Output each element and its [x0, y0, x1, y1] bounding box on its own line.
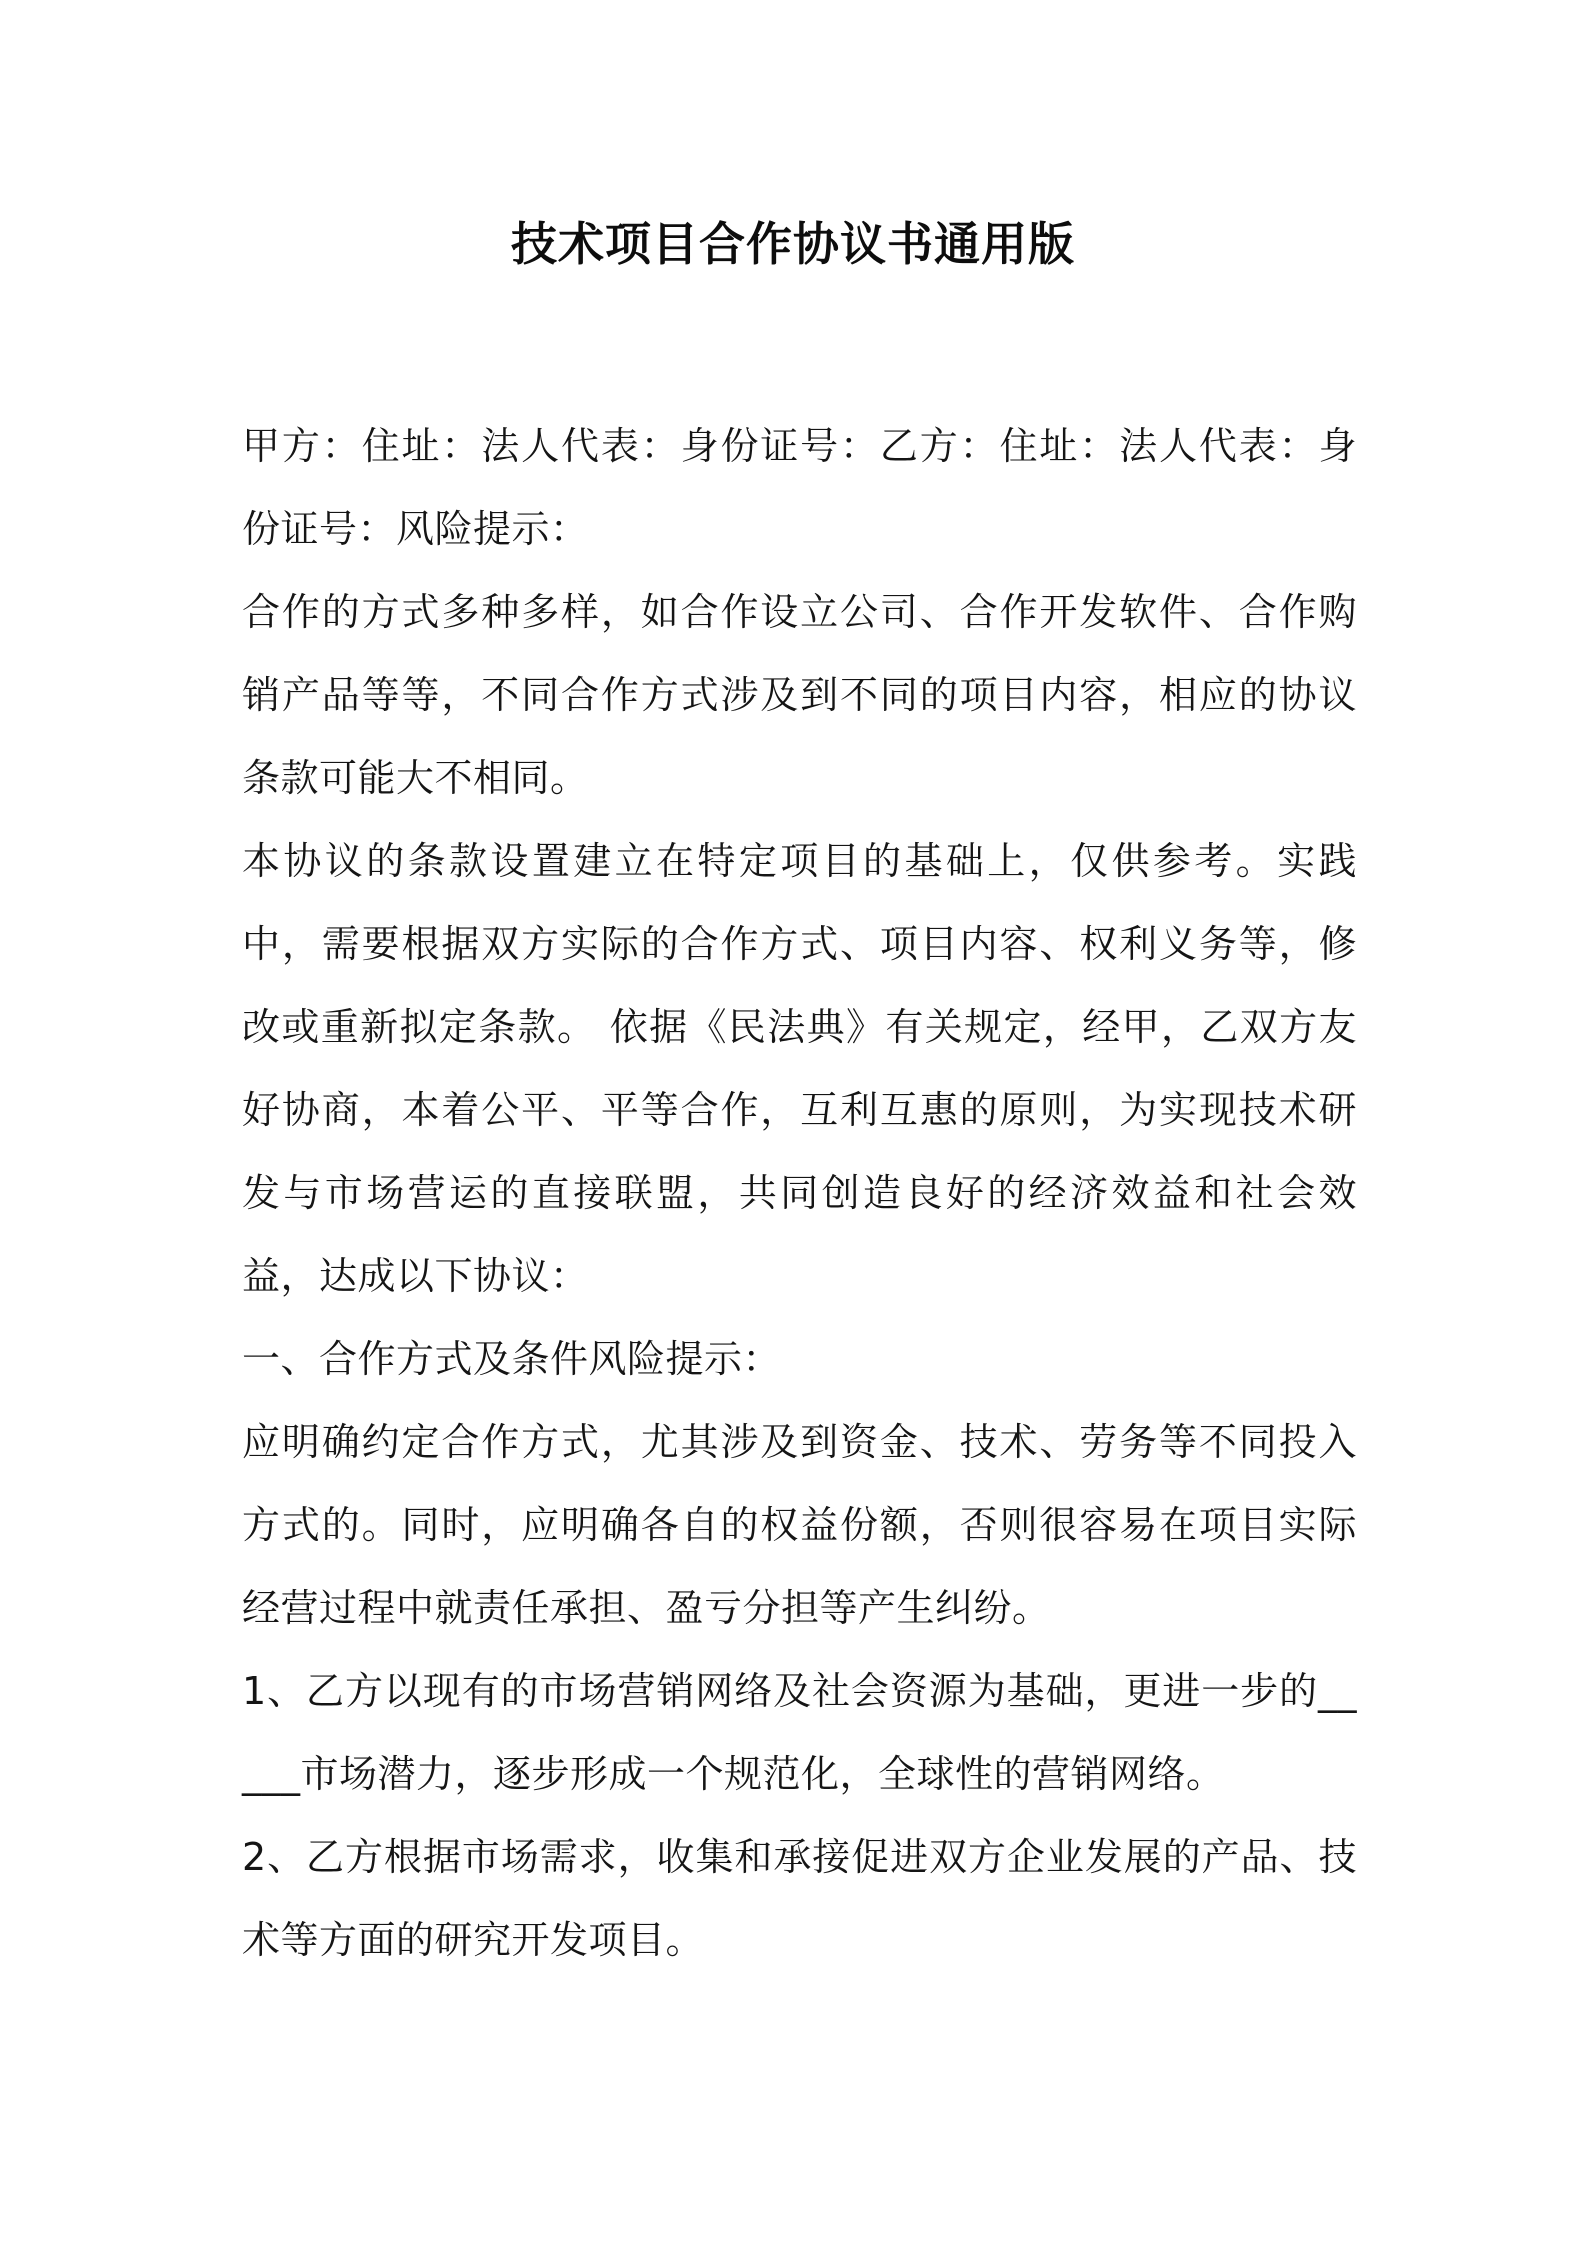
- document-body: [242, 405, 1357, 1982]
- section-heading-cooperation: 一、合作方式及条件风险提示：: [242, 1337, 782, 1381]
- paragraph-preamble: 本协议的条款设置建立在特定项目的基础上，仅供参考。实践中，需要根据双方实际的合作方式、项目内容、权利义务等，修改或重新拟定条款。 依据《民法典》有关规定，经甲，乙双方友好协商，本着公平、平等合作，互利互惠的原则，为实现技术研发与市场营运的直接联盟，共同创造良好的经济效益和社会效益，达成以下协议：: [242, 839, 1357, 1298]
- paragraph-parties: 甲方：住址：法人代表：身份证号：乙方：住址：法人代表：身份证号：风险提示：: [242, 424, 1357, 551]
- paragraph-risk-note: 合作的方式多种多样，如合作设立公司、合作开发软件、合作购销产品等等，不同合作方式涉及到不同的项目内容，相应的协议条款可能大不相同。: [242, 590, 1357, 800]
- clause-2: 2、乙方根据市场需求，收集和承接促进双方企业发展的产品、技术等方面的研究开发项目。: [242, 1835, 1357, 1962]
- clause-1: 1、乙方以现有的市场营销网络及社会资源为基础，更进一步的_____市场潜力，逐步形成一个规范化，全球性的营销网络。: [242, 1669, 1357, 1796]
- paragraph-cooperation-risk: 应明确约定合作方式，尤其涉及到资金、技术、劳务等不同投入方式的。同时，应明确各自的权益份额，否则很容易在项目实际经营过程中就责任承担、盈亏分担等产生纠纷。: [242, 1420, 1357, 1630]
- document-title: 技术项目合作协议书通用版: [511, 217, 1075, 271]
